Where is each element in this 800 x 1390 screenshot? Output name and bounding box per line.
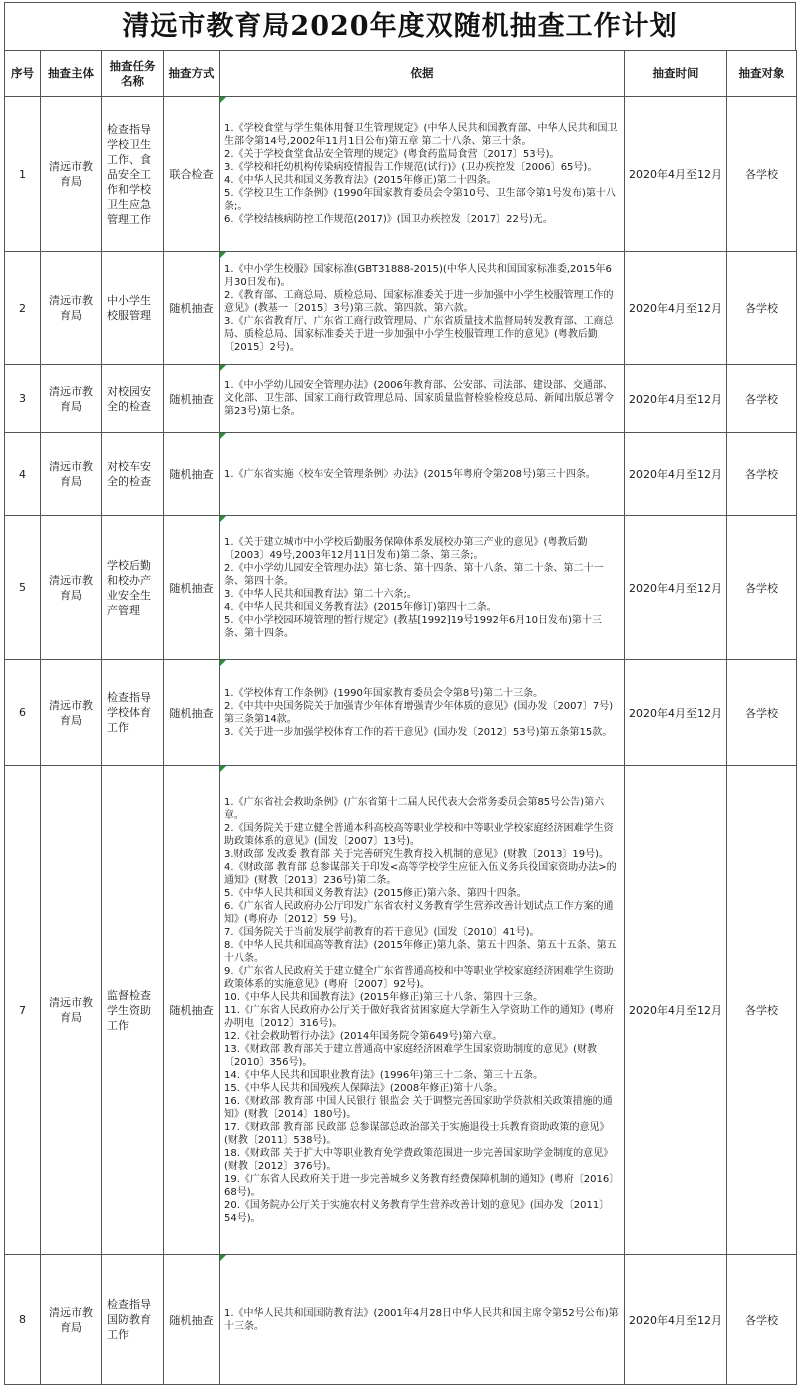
header-seq: 序号	[5, 51, 41, 97]
basis-item: 4.《中华人民共和国义务教育法》(2015年修正)第二十四条。	[224, 175, 497, 186]
basis-item: 7.《国务院关于当前发展学前教育的若干意见》(国发〔2010〕41号)。	[224, 926, 540, 938]
cell-task: 对校园安全的检查	[102, 365, 164, 433]
basis-item: 3.《关于进一步加强学校体育工作的若干意见》(国办发〔2012〕53号)第五条第15款。	[224, 726, 613, 738]
cell-seq: 4	[5, 433, 41, 516]
header-row	[5, 51, 797, 97]
basis-item: 12.《社会救助暂行办法》(2014年国务院令第649号)第六章。	[224, 1030, 503, 1042]
cell-time: 2020年4月至12月	[625, 1255, 727, 1385]
cell-basis	[220, 1255, 625, 1385]
cell-time: 2020年4月至12月	[625, 660, 727, 766]
basis-item: 2.《中小学幼儿园安全管理办法》第七条、第十四条、第十八条、第二十条、第二十一条、第四十条。	[224, 562, 604, 587]
cell-method: 随机抽查	[164, 766, 220, 1255]
basis-item: 6.《广东省人民政府办公厅印发广东省农村义务教育学生营养改善计划试点工作方案的通知》(粤府办〔2012〕59 号)。	[224, 900, 614, 925]
header-task: 抽查任务名称	[102, 51, 164, 97]
table-row	[5, 365, 797, 433]
basis-item: 2.《中共中央国务院关于加强青少年体育增强青少年体质的意见》(国办发〔2007〕7号)第三条第14款。	[224, 700, 614, 725]
cell-basis	[220, 252, 625, 365]
basis-item: 11.《广东省人民政府办公厅关于做好我省贫困家庭大学新生入学资助工作的通知》(粤府办明电〔2012〕316号)。	[224, 1004, 614, 1029]
cell-seq: 6	[5, 660, 41, 766]
basis-item: 14.《中华人民共和国职业教育法》(1996年)第三十二条、第三十五条。	[224, 1069, 544, 1081]
basis-item: 3.《学校和托幼机构传染病疫情报告工作规范(试行)》(卫办疾控发〔2006〕65号)。	[224, 162, 598, 173]
cell-method: 随机抽查	[164, 252, 220, 365]
cell-target: 各学校	[727, 766, 797, 1255]
basis-item: 13.《财政部 教育部关于建立普通高中家庭经济困难学生国家资助制度的意见》(财教〔2010〕356号)。	[224, 1043, 597, 1068]
cell-basis	[220, 97, 625, 252]
cell-time: 2020年4月至12月	[625, 365, 727, 433]
cell-task: 监督检查学生资助工作	[102, 766, 164, 1255]
header-basis: 依据	[220, 51, 625, 97]
basis-item: 8.《中华人民共和国高等教育法》(2015年修正)第九条、第五十四条、第五十五条、第五十八条。	[224, 939, 617, 964]
table-row	[5, 433, 797, 516]
cell-task: 检查指导学校卫生工作、食品安全工作和学校卫生应急管理工作	[102, 97, 164, 252]
basis-item: 15.《中华人民共和国残疾人保障法》(2008年修正)第十八条。	[224, 1082, 504, 1094]
cell-time: 2020年4月至12月	[625, 516, 727, 660]
basis-item: 5.《学校卫生工作条例》(1990年国家教育委员会令第10号、卫生部令第1号发布)第十八条;。	[224, 188, 616, 212]
table-row	[5, 252, 797, 365]
cell-target: 各学校	[727, 365, 797, 433]
cell-seq: 5	[5, 516, 41, 660]
cell-time: 2020年4月至12月	[625, 766, 727, 1255]
header-method: 抽查方式	[164, 51, 220, 97]
cell-target: 各学校	[727, 660, 797, 766]
cell-subject: 清远市教育局	[41, 365, 102, 433]
cell-method: 随机抽查	[164, 1255, 220, 1385]
cell-time: 2020年4月至12月	[625, 433, 727, 516]
basis-item: 19.《广东省人民政府关于进一步完善城乡义务教育经费保障机制的通知》(粤府〔2016〕68号)。	[224, 1173, 620, 1198]
table-row	[5, 766, 797, 1255]
basis-item: 5.《中小学校园环境管理的暂行规定》(教基[1992]19号1992年6月10日发布)第十三条、第十四条。	[224, 614, 602, 639]
cell-basis	[220, 365, 625, 433]
cell-method: 随机抽查	[164, 433, 220, 516]
cell-basis	[220, 660, 625, 766]
cell-task: 对校车安全的检查	[102, 433, 164, 516]
cell-subject: 清远市教育局	[41, 516, 102, 660]
cell-task: 检查指导国防教育工作	[102, 1255, 164, 1385]
basis-item: 6.《学校结核病防控工作规范(2017)》(国卫办疾控发〔2017〕22号)无。	[224, 214, 553, 225]
cell-seq: 3	[5, 365, 41, 433]
basis-item: 4.《中华人民共和国义务教育法》(2015年修订)第四十二条。	[224, 601, 497, 613]
basis-item: 2.《关于学校食堂食品安全管理的规定》(粤食药监局食营〔2017〕53号)。	[224, 149, 560, 160]
cell-seq: 8	[5, 1255, 41, 1385]
basis-item: 1.《广东省社会救助条例》(广东省第十二届人民代表大会常务委员会第85号公告)第六章。	[224, 796, 605, 821]
basis-item: 3.财政部 发改委 教育部 关于完善研究生教育投入机制的意见》(财教〔2013〕19号)。	[224, 848, 610, 860]
cell-seq: 2	[5, 252, 41, 365]
basis-item: 4.《财政部 教育部 总参谋部关于印发<高等学校学生应征入伍义务兵役国家资助办法>的通知》(财教〔2013〕236号)第二条。	[224, 861, 617, 886]
basis-item: 18.《财政部 关于扩大中等职业教育免学费政策范围进一步完善国家助学金制度的意见》(财教〔2012〕376号)。	[224, 1147, 614, 1172]
cell-subject: 清远市教育局	[41, 97, 102, 252]
cell-subject: 清远市教育局	[41, 1255, 102, 1385]
cell-method: 随机抽查	[164, 365, 220, 433]
basis-item: 1.《关于建立城市中小学校后勤服务保障体系发展校办第三产业的意见》(粤教后勤〔2003〕49号,2003年12月11日发布)第二条、第三条;。	[224, 536, 588, 561]
table-row	[5, 516, 797, 660]
basis-item: 9.《广东省人民政府关于建立健全广东省普通高校和中等职业学校家庭经济困难学生资助政策体系的实施意见》(粤府〔2007〕92号)。	[224, 965, 614, 990]
cell-time: 2020年4月至12月	[625, 252, 727, 365]
basis-item: 1.《广东省实施〈校车安全管理条例〉办法》(2015年粤府令第208号)第三十四条。	[224, 468, 596, 480]
page-title: 清远市教育局2020年度双随机抽查工作计划	[4, 2, 796, 50]
cell-subject: 清远市教育局	[41, 433, 102, 516]
cell-seq: 1	[5, 97, 41, 252]
basis-item: 20.《国务院办公厅关于实施农村义务教育学生营养改善计划的意见》(国办发〔2011〕54号)。	[224, 1199, 610, 1224]
cell-method: 随机抽查	[164, 660, 220, 766]
header-time: 抽查时间	[625, 51, 727, 97]
header-target: 抽查对象	[727, 51, 797, 97]
cell-subject: 清远市教育局	[41, 252, 102, 365]
inspection-plan-table	[4, 50, 797, 1385]
cell-basis	[220, 766, 625, 1255]
basis-item: 2.《教育部、工商总局、质检总局、国家标准委关于进一步加强中小学生校服管理工作的意见》(教基一〔2015〕3号)第三款、第四款、第六款。	[224, 289, 614, 314]
table-row	[5, 660, 797, 766]
cell-subject: 清远市教育局	[41, 766, 102, 1255]
cell-method: 联合检查	[164, 97, 220, 252]
cell-basis	[220, 433, 625, 516]
cell-subject: 清远市教育局	[41, 660, 102, 766]
basis-item: 16.《财政部 教育部 中国人民银行 银监会 关于调整完善国家助学贷款相关政策措施的通知》(财教〔2014〕180号)。	[224, 1095, 613, 1120]
cell-target: 各学校	[727, 516, 797, 660]
basis-item: 3.《中华人民共和国教育法》第二十六条;。	[224, 588, 417, 600]
cell-basis	[220, 516, 625, 660]
basis-item: 17.《财政部 教育部 民政部 总参谋部总政治部关于实施退役士兵教育资助政策的意见》(财教〔2011〕538号)。	[224, 1121, 610, 1146]
cell-target: 各学校	[727, 252, 797, 365]
cell-method: 随机抽查	[164, 516, 220, 660]
cell-seq: 7	[5, 766, 41, 1255]
cell-time: 2020年4月至12月	[625, 97, 727, 252]
cell-target: 各学校	[727, 1255, 797, 1385]
table-row	[5, 1255, 797, 1385]
cell-target: 各学校	[727, 433, 797, 516]
basis-item: 1.《学校体育工作条例》(1990年国家教育委员会令第8号)第二十三条。	[224, 687, 544, 699]
header-subject: 抽查主体	[41, 51, 102, 97]
basis-item: 1.《中华人民共和国国防教育法》(2001年4月28日中华人民共和国主席令第52号公布)第十三条。	[224, 1307, 619, 1332]
cell-task: 中小学生校服管理	[102, 252, 164, 365]
basis-item: 1.《中小学生校服》国家标准(GBT31888-2015)(中华人民共和国国家标准委,2015年6月30日发布)。	[224, 263, 612, 288]
table-row	[5, 97, 797, 252]
basis-item: 1.《中小学幼儿园安全管理办法》(2006年教育部、公安部、司法部、建设部、交通部、文化部、卫生部、国家工商行政管理总局、国家质量监督检验检疫总局、新闻出版总署令第23号)第七条。	[224, 380, 614, 417]
basis-item: 10.《中华人民共和国教育法》(2015年修正)第三十八条、第四十三条。	[224, 991, 544, 1003]
basis-item: 3.《广东省教育厅、广东省工商行政管理局、广东省质量技术监督局转发教育部、工商总局、质检总局、国家标准委关于进一步加强中小学生校服管理工作的意见》(粤教后勤〔2015〕2号)。	[224, 315, 614, 353]
cell-target: 各学校	[727, 97, 797, 252]
basis-item: 5.《中华人民共和国义务教育法》(2015修正)第六条、第四十四条。	[224, 887, 527, 899]
basis-item: 1.《学校食堂与学生集体用餐卫生管理规定》(中华人民共和国教育部、中华人民共和国卫生部令第14号,2002年11月1日公布)第五章 第二十八条、第三十条。	[224, 123, 618, 147]
cell-task: 检查指导学校体育工作	[102, 660, 164, 766]
cell-task: 学校后勤和校办产业安全生产管理	[102, 516, 164, 660]
basis-item: 2.《国务院关于建立健全普通本科高校高等职业学校和中等职业学校家庭经济困难学生资助政策体系的意见》(国发〔2007〕13号)。	[224, 822, 614, 847]
